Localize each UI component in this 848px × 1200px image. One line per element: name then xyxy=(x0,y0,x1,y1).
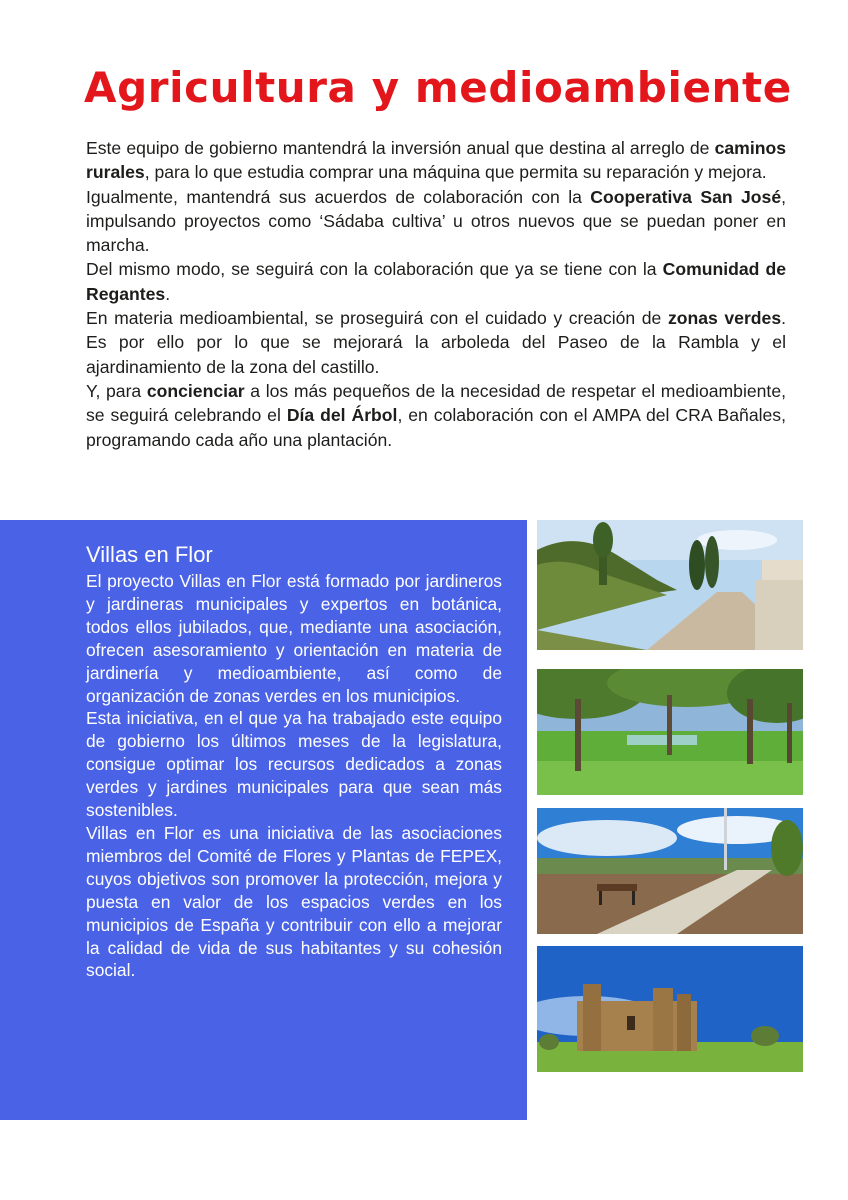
intro-paragraph-2: Igualmente, mantendrá sus acuerdos de colaboración con la Cooperativa San José, impulsando proyectos como ‘Sádaba cultiva’ u otros nuevos que se puedan poner en marcha. xyxy=(86,186,786,256)
intro-text xyxy=(86,136,786,452)
photo-rural-road xyxy=(537,520,803,650)
page-title: Agricultura y medioambiente xyxy=(84,63,792,112)
villas-paragraph-2: Esta iniciativa, en el que ya ha trabajado este equipo de gobierno los últimos meses de la legislatura, consigue optimar los recursos dedicados a zonas verdes y jardines municipales para que sean más sostenibles. xyxy=(86,708,502,821)
intro-paragraph-3: Del mismo modo, se seguirá con la colaboración que ya se tiene con la Comunidad de Regantes. xyxy=(86,259,786,304)
intro-paragraph-4: En materia medioambiental, se proseguirá con el cuidado y creación de zonas verdes. Es por ello por lo que se mejorará la arboleda del Paseo de la Rambla y el ajardinamiento de la zona del castillo. xyxy=(86,308,787,377)
villas-en-flor-text xyxy=(86,570,502,982)
villas-paragraph-3: Villas en Flor es una iniciativa de las asociaciones miembros del Comité de Flores y Plantas de FEPEX, cuyos objetivos son promover la protección, mejora y puesta en valor de los espacios verdes en los municipios de España y contribuir con ello a mejorar la calidad de vida de sus habitantes y su cohesión social. xyxy=(86,822,502,981)
photo-castle xyxy=(537,946,803,1072)
villas-paragraph-1: El proyecto Villas en Flor está formado por jardineros y jardineras municipales y expertos en botánica, todos ellos jubilados, que, mediante una asociación, ofrecen asesoramiento y orientación en materia de jardinería y medioambiente, así como de organización de zonas verdes en los municipios. xyxy=(86,571,502,706)
villas-en-flor-heading: Villas en Flor xyxy=(86,542,213,567)
intro-paragraph-5: Y, para concienciar a los más pequeños de la necesidad de respetar el medioambiente, se seguirá celebrando el Día del Árbol, en colaboración con el AMPA del CRA Bañales, programando cada año una plantación. xyxy=(86,380,786,450)
intro-paragraph-1: Este equipo de gobierno mantendrá la inversión anual que destina al arreglo de caminos rurales, para lo que estudia comprar una máquina que permita su reparación y mejora. xyxy=(86,138,786,183)
photo-park xyxy=(537,669,803,795)
photo-path-bench xyxy=(537,808,803,934)
